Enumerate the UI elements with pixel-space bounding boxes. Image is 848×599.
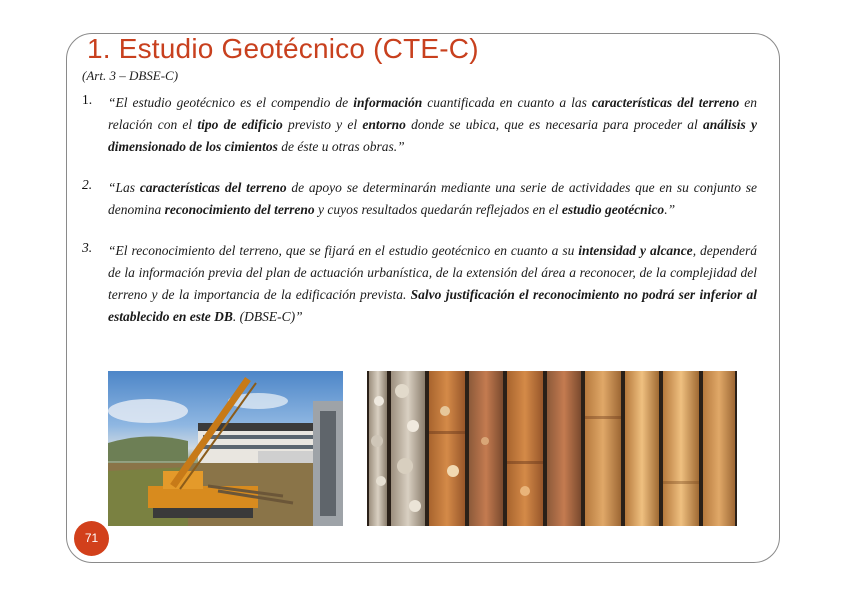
text-segment: de éste u otras obras.” — [277, 139, 405, 154]
emphasis-text: entorno — [362, 117, 406, 132]
item-number: 1. — [82, 92, 93, 107]
text-segment: .” — [664, 202, 676, 217]
page-number-badge: 71 — [74, 521, 109, 556]
text-segment: . (DBSE-C)” — [232, 309, 303, 324]
emphasis-text: características del terreno — [591, 95, 740, 110]
slide-title: 1. Estudio Geotécnico (CTE-C) — [87, 33, 479, 64]
item-text — [108, 240, 757, 328]
list-item — [82, 240, 757, 328]
emphasis-text: información — [353, 95, 423, 110]
list-item — [82, 177, 757, 221]
text-segment: en relación con el — [108, 95, 758, 132]
emphasis-text: características del terreno — [139, 180, 287, 195]
emphasis-text: tipo de edificio — [197, 117, 283, 132]
list-item — [82, 92, 757, 158]
emphasis-text: Salvo justificación el reconocimiento no podrá ser inferior al establecido en este DB — [108, 287, 757, 324]
text-segment: “Las — [108, 180, 140, 195]
slide-subtitle: (Art. 3 – DBSE-C) — [82, 68, 179, 83]
emphasis-text: análisis y dimensionado de los cimientos — [108, 117, 758, 154]
emphasis-text: reconocimiento del terreno — [164, 202, 315, 217]
numbered-list — [82, 92, 757, 347]
text-segment: donde se ubica, que es necesaria para proceder al — [405, 117, 704, 132]
emphasis-text: intensidad y alcance — [578, 243, 693, 258]
text-segment: , dependerá de la información previa del plan de actuación urbanística, de la extensión del área a reconocer, de la complejidad del terreno y de la importancia de la edificación prevista. — [108, 243, 757, 302]
drilling-rig-photo — [108, 371, 343, 526]
text-segment: previsto y el — [282, 117, 363, 132]
soil-core-samples-photo — [367, 371, 737, 526]
text-segment: “El reconocimiento del terreno, que se fijará en el estudio geotécnico en cuanto a su — [108, 243, 579, 258]
text-segment: “El estudio geotécnico es el compendio de — [108, 95, 354, 110]
text-segment: y cuyos resultados quedarán reflejados en el — [314, 202, 562, 217]
text-segment: de apoyo se determinarán mediante una serie de actividades que en su conjunto se denomina — [108, 180, 757, 217]
item-text — [108, 177, 757, 221]
item-number: 2. — [82, 177, 93, 192]
item-number: 3. — [82, 240, 93, 255]
text-segment: cuantificada en cuanto a las — [422, 95, 592, 110]
item-text — [108, 92, 757, 158]
emphasis-text: estudio geotécnico — [561, 202, 665, 217]
